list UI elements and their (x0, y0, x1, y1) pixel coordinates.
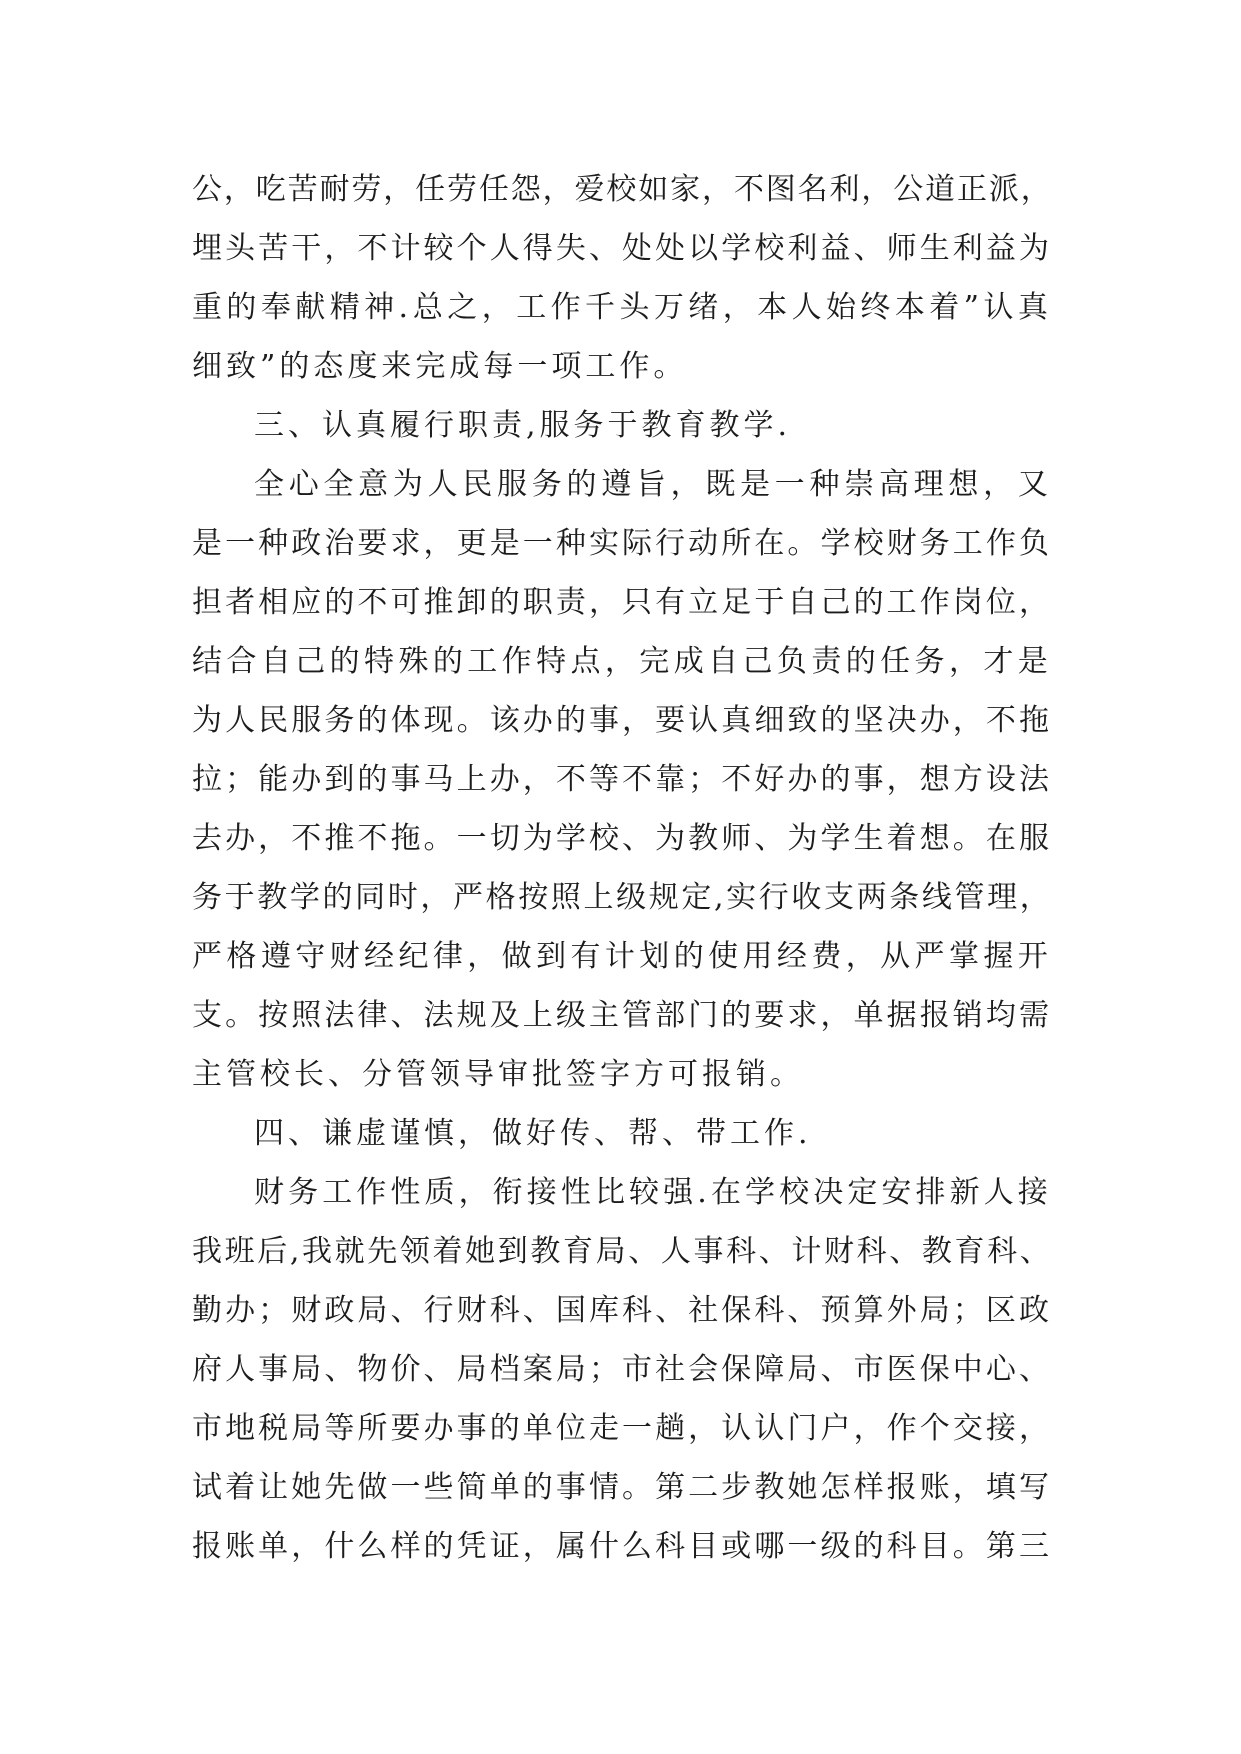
text-line: 细致”的态度来完成每一项工作。 (192, 349, 688, 384)
text-line: 为 人 民 服 务 的 体 现 。 该 办 的 事 ， 要 认 真 细 致 的 坚 决 办 ， 不 拖 (192, 703, 1052, 738)
text-line: 务 于 教 学 的 同 时 ， 严 格 按 照 上 级 规 定 , 实 行 收 支 两 条 线 管 理 ， (192, 880, 1052, 915)
text-line: 市 地 税 局 等 所 要 办 事 的 单 位 走 一 趟 ， 认 认 门 户 ， 作 个 交 接 ， (192, 1411, 1052, 1446)
text-line: 报 账 单 ， 什 么 样 的 凭 证 ， 属 什 么 科 目 或 哪 一 级 的 科 目 。 第 三 (192, 1529, 1052, 1564)
text-line: 试 着 让 她 先 做 一 些 简 单 的 事 情 。 第 二 步 教 她 怎 样 报 账 ， 填 写 (192, 1470, 1052, 1505)
text-line: 主管校长、分管领导审批签字方可报销。 (192, 1057, 804, 1092)
text-line: 支 。 按 照 法 律 、 法 规 及 上 级 主 管 部 门 的 要 求 ， 单 据 报 销 均 需 (192, 998, 1052, 1033)
text-line: 勤 办 ； 财 政 局 、 行 财 科 、 国 库 科 、 社 保 科 、 预 算 外 局 ； 区 政 (192, 1293, 1052, 1328)
text-line: 公 ， 吃 苦 耐 劳 ， 任 劳 任 怨 ， 爱 校 如 家 ， 不 图 名 利 ， 公 道 正 派 ， (192, 172, 1052, 207)
text-line: 拉 ； 能 办 到 的 事 马 上 办 ， 不 等 不 靠 ； 不 好 办 的 事 ， 想 方 设 法 (192, 762, 1052, 797)
document-body (192, 160, 1052, 1576)
text-line: 结 合 自 己 的 特 殊 的 工 作 特 点 ， 完 成 自 己 负 责 的 任 务 ， 才 是 (192, 644, 1052, 679)
text-line: 是 一 种 政 治 要 求 ， 更 是 一 种 实 际 行 动 所 在 。 学 校 财 务 工 作 负 (192, 526, 1052, 561)
text-line: 全 心 全 意 为 人 民 服 务 的 遵 旨 ， 既 是 一 种 崇 高 理 想 ， 又 (254, 467, 1052, 502)
text-line: 埋 头 苦 干 ， 不 计 较 个 人 得 失 、 处 处 以 学 校 利 益 、 师 生 利 益 为 (192, 231, 1052, 266)
text-line: 严 格 遵 守 财 经 纪 律 ， 做 到 有 计 划 的 使 用 经 费 ， 从 严 掌 握 开 (192, 939, 1052, 974)
text-line: 重 的 奉 献 精 神 . 总 之 ， 工 作 千 头 万 绪 ， 本 人 始 终 本 着 ” 认 真 (192, 290, 1052, 325)
text-line: 我 班 后 , 我 就 先 领 着 她 到 教 育 局 、 人 事 科 、 计 财 科 、 教 育 科 、 (192, 1234, 1052, 1269)
text-line: 财 务 工 作 性 质 ， 衔 接 性 比 较 强 . 在 学 校 决 定 安 排 新 人 接 (254, 1175, 1052, 1210)
text-line: 府 人 事 局 、 物 价 、 局 档 案 局 ； 市 社 会 保 障 局 、 市 医 保 中 心 、 (192, 1352, 1052, 1387)
section-heading: 三、认真履行职责,服务于教育教学. (254, 408, 792, 443)
text-line: 去 办 ， 不 推 不 拖 。 一 切 为 学 校 、 为 教 师 、 为 学 生 着 想 。 在 服 (192, 821, 1052, 856)
text-line: 担 者 相 应 的 不 可 推 卸 的 职 责 ， 只 有 立 足 于 自 己 的 工 作 岗 位 ， (192, 585, 1052, 620)
section-heading: 四、谦虚谨慎，做好传、帮、带工作. (254, 1116, 812, 1151)
